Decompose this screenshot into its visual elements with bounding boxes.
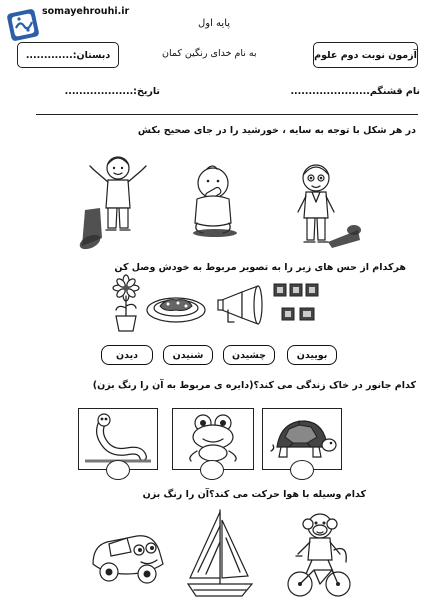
question-1-text: در هر شکل با توجه به سایه ، خورشید را در جای صحیح بکش — [137, 125, 416, 136]
sailboat-icon — [186, 508, 256, 600]
question-4-text: کدام وسیله با هوا حرکت می کند؟آن را رنگ بزن — [142, 489, 366, 500]
word-smelling[interactable]: بوییدن — [287, 345, 337, 365]
word-tasting[interactable]: چشیدن — [223, 345, 275, 365]
question-3-text: کدام جانور در خاک زندگی می کند؟(دایره ی مربوط به آن را رنگ بزن) — [92, 380, 416, 391]
frog-icon — [181, 411, 245, 465]
baby-bottle-icon — [183, 163, 243, 238]
header-divider — [36, 114, 418, 115]
worm-answer-circle[interactable] — [106, 460, 130, 480]
exam-title: آزمون نوبت دوم علوم — [314, 49, 417, 61]
exam-title-box — [313, 42, 418, 68]
student-name-field[interactable]: نام قشنگم...................... — [290, 86, 420, 97]
boy-waving-icon — [70, 150, 160, 260]
grade-label: پایه اول — [198, 18, 231, 29]
website-url[interactable]: somayehrouhi.ir — [42, 6, 130, 17]
question-2-text: هرکدام از حس های زیر را به تصویر مربوط به خودش وصل کن — [114, 262, 406, 273]
turtle-icon — [267, 415, 337, 463]
monkey-bicycle-icon — [284, 510, 352, 600]
picture-frames-icon — [270, 282, 324, 330]
worm-icon — [85, 411, 151, 465]
logo-badge-icon — [6, 8, 40, 42]
school-label: دبستان:............. — [25, 49, 111, 61]
site-logo — [6, 8, 40, 42]
turtle-answer-circle[interactable] — [290, 460, 314, 480]
flower-pot-icon — [108, 276, 144, 332]
megaphone-icon — [216, 286, 266, 328]
school-box[interactable] — [17, 42, 119, 68]
word-seeing[interactable]: دیدن — [101, 345, 153, 365]
bismillah-text: به نام خدای رنگین کمان — [162, 48, 257, 59]
frog-answer-circle[interactable] — [200, 460, 224, 480]
word-hearing[interactable]: شنیدن — [163, 345, 213, 365]
food-plate-icon — [146, 290, 206, 324]
boy-standing-icon — [288, 160, 368, 260]
car-icon — [87, 524, 167, 586]
date-field[interactable]: تاریخ:................... — [64, 86, 160, 97]
